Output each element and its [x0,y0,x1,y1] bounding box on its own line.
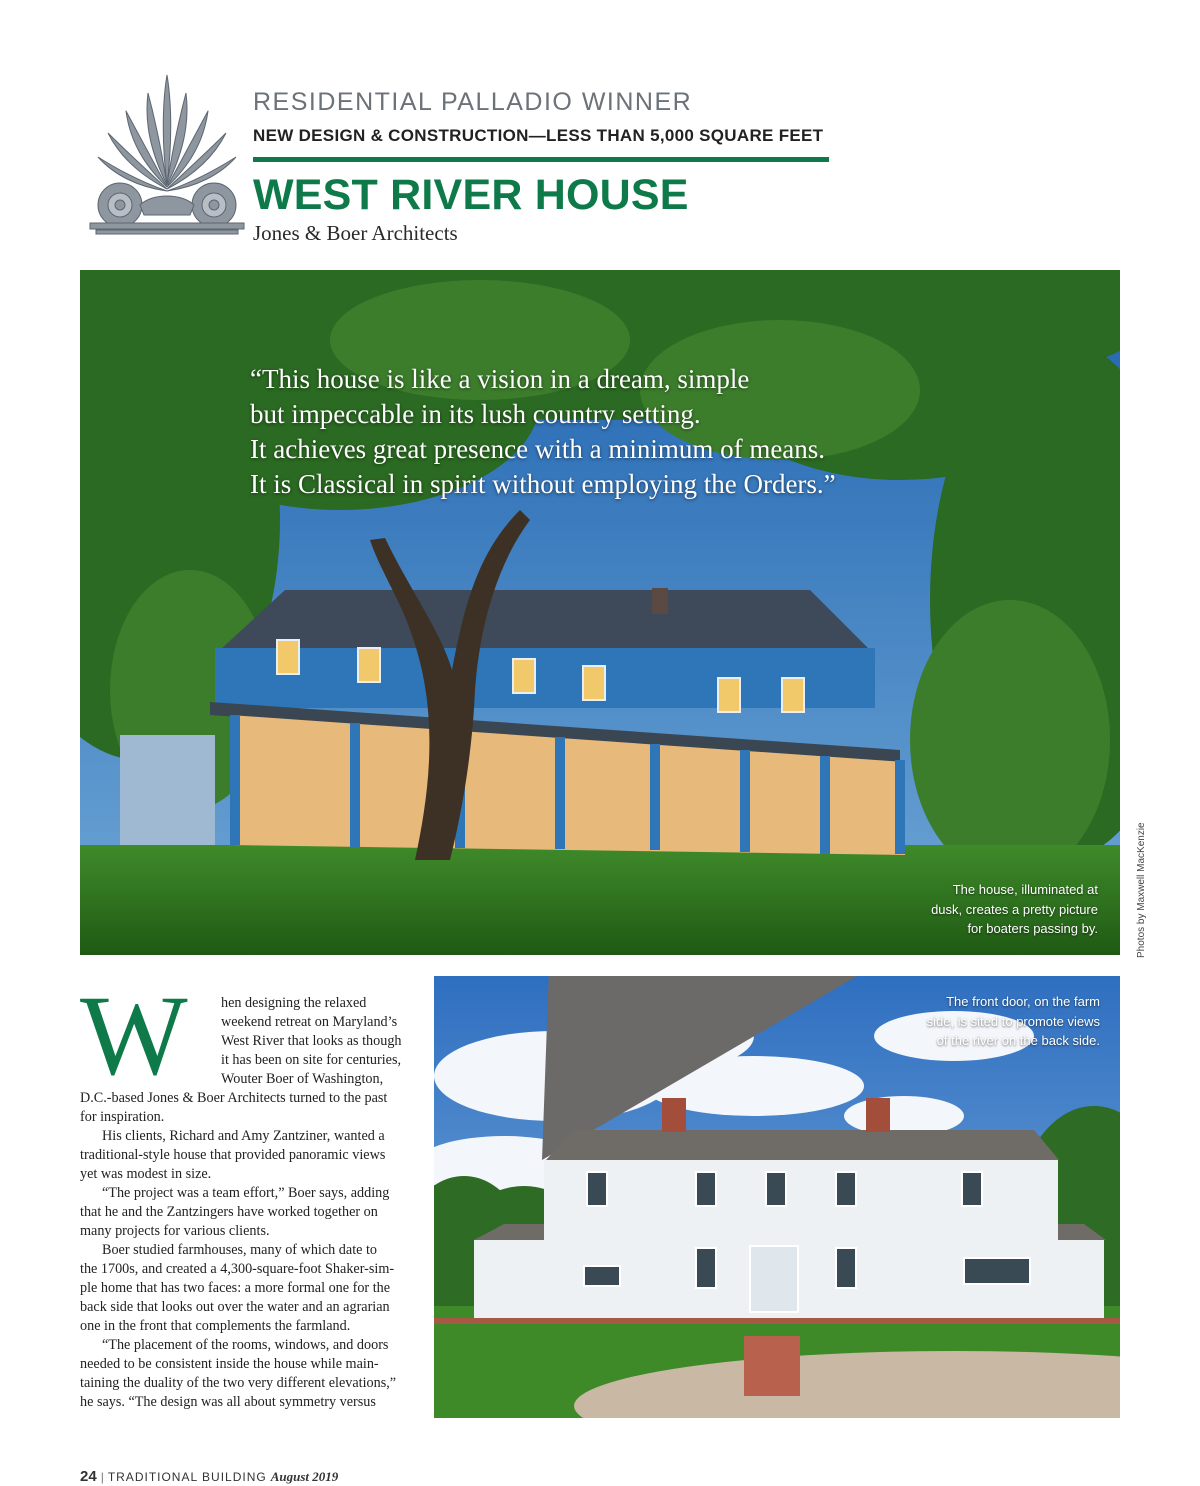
body-line: yet was modest in size. [80,1166,212,1182]
body-line: “The project was a team effort,” Boer says, adding [102,1185,390,1201]
body-line: he says. “The design was all about symmetry versus [80,1394,376,1410]
front-door-photo-caption [840,992,1100,1051]
pull-quote [250,362,970,502]
section-kicker: RESIDENTIAL PALLADIO WINNER [253,88,693,116]
body-line: traditional-style house that provided panoramic views [80,1147,386,1163]
caption-line: The house, illuminated at [952,882,1098,897]
anthemion-ornament-icon [82,55,252,245]
body-line: for inspiration. [80,1109,165,1125]
body-line: needed to be consistent inside the house while main- [80,1356,379,1372]
body-line: many projects for various clients. [80,1223,270,1239]
green-rule-divider [253,157,829,162]
body-line: His clients, Richard and Amy Zantziner, wanted a [102,1128,385,1144]
award-category: NEW DESIGN & CONSTRUCTION—LESS THAN 5,000 SQUARE FEET [253,126,824,145]
body-line: it has been on site for centuries, [221,1052,402,1068]
pull-quote-line: but impeccable in its lush country setting. [250,399,701,429]
body-line: Wouter Boer of Washington, [221,1071,384,1087]
drop-cap: W [80,972,188,1099]
caption-line: of the river on the back side. [936,1033,1100,1048]
body-line: ple home that has two faces: a more formal one for the [80,1280,391,1296]
pull-quote-line: It is Classical in spirit without employing the Orders.” [250,469,836,499]
magazine-name: TRADITIONAL BUILDING [107,1470,267,1484]
pull-quote-line: It achieves great presence with a minimum of means. [250,434,826,464]
caption-line: dusk, creates a pretty picture [931,901,1098,917]
body-line: “The placement of the rooms, windows, and doors [102,1337,389,1353]
article-title: WEST RIVER HOUSE [253,171,689,219]
hero-photo [80,270,1120,955]
body-line: back side that looks out over the water and an agrarian [80,1299,390,1315]
body-line: taining the duality of the two very different elevations,” [80,1375,397,1391]
body-line: Boer studied farmhouses, many of which date to [102,1242,378,1258]
body-line: D.C.-based Jones & Boer Architects turned to the past [80,1090,388,1106]
caption-line: side, is sited to promote views [926,1013,1100,1029]
body-line: that he and the Zantzingers have worked together on [80,1204,378,1220]
body-line: one in the front that complements the farmland. [80,1318,351,1334]
body-line: West River that looks as though [221,1033,402,1049]
body-line: hen designing the relaxed [221,995,367,1011]
hero-photo-caption [838,880,1098,939]
architect-firm: Jones & Boer Architects [253,221,458,245]
caption-line: for boaters passing by. [967,921,1098,936]
footer-separator: | [100,1470,104,1484]
issue-date: August 2019 [270,1469,339,1484]
body-line: weekend retreat on Maryland’s [221,1014,398,1030]
page-footer [80,1468,338,1485]
photo-credit: Photos by Maxwell MacKenzie [1136,822,1147,958]
body-line: the 1700s, and created a 4,300-square-foot Shaker-sim- [80,1261,395,1277]
pull-quote-line: “This house is like a vision in a dream, simple [250,364,750,394]
caption-line: The front door, on the farm [946,994,1100,1009]
page-number: 24 [80,1468,97,1485]
front-door-photo [434,976,1120,1418]
